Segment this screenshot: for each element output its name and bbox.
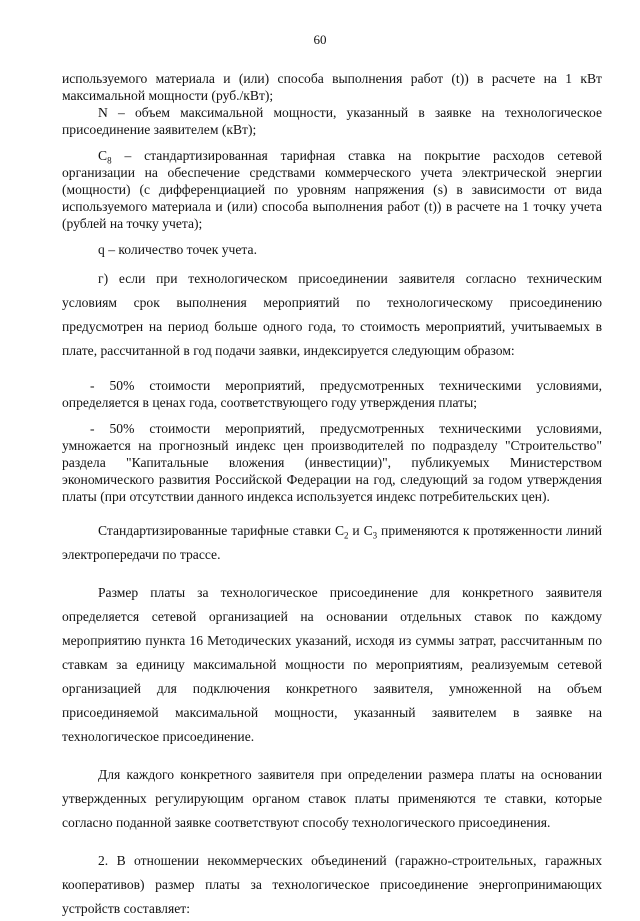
list-item: - 50% стоимости мероприятий, предусмотренных техническими условиями, определяется в ценах года, соответствующего году утверждения платы; [62, 378, 602, 410]
paragraph: используемого материала и (или) способа выполнения работ (t)) в расчете на 1 кВт максимальной мощности (руб./кВт); [62, 71, 602, 103]
paragraph-text: Стандартизированные тарифные ставки C [98, 523, 345, 538]
paragraph-text: применяются к протяженности линий электропередачи по трассе. [62, 523, 602, 562]
paragraph-text: и C [348, 523, 373, 538]
document-body [62, 70, 602, 921]
paragraph [62, 519, 602, 567]
formula-subscript: 8 [107, 155, 112, 166]
list-item: - 50% стоимости мероприятий, предусмотренных техническими условиями, умножается на прогнозный индекс цен производителей по подразделу "Строительство" раздела "Капитальные вложения (инвестиции)", публикуемых Министерством экономического развития Российской Федерации на год, следующий за годом утверждения платы (при отсутствии данного индекса используется индекс потребительских цен). [62, 421, 602, 504]
paragraph: 2. В отношении некоммерческих объединений (гаражно-строительных, гаражных кооперативов) размер платы за технологическое присоединение энергопринимающих устройств составляет: [62, 853, 602, 916]
formula-subscript: 3 [372, 530, 378, 541]
formula-subscript: 2 [344, 530, 349, 541]
paragraph-text: – стандартизированная тарифная ставка на покрытие расходов сетевой организации на обеспечение средствами коммерческого учета электрической энергии (мощности) (с дифференциацией по уровням напряжения (s) в зависимости от вида используемого материала и (или) способа выполнения работ (t)) в расчете на 1 точку учета (рублей на точку учета); [62, 148, 602, 231]
paragraph: Для каждого конкретного заявителя при определении размера платы на основании утвержденных регулирующим органом ставок платы применяются те ставки, которые согласно поданной заявке соответствуют способу технологического присоединения. [62, 767, 602, 830]
paragraph: N – объем максимальной мощности, указанный в заявке на технологическое присоединение заявителем (кВт); [62, 105, 602, 137]
page-number: 60 [313, 32, 327, 47]
paragraph: г) если при технологическом присоединении заявителя согласно техническим условиям срок выполнения мероприятий по технологическому присоединению предусмотрен на период больше одного года, то стоимость мероприятий, учитываемых в плате, рассчитанной в год подачи заявки, индексируется следующим образом: [62, 271, 602, 358]
paragraph: q – количество точек учета. [98, 242, 257, 257]
formula-symbol: C [98, 148, 108, 163]
paragraph [62, 147, 602, 232]
paragraph: Размер платы за технологическое присоединение для конкретного заявителя определяется сетевой организацией на основании отдельных ставок по каждому мероприятию пункта 16 Методических указаний, исходя из суммы затрат, рассчитанным по ставкам за единицу максимальной мощности по мероприятиям, реализуемым сетевой организацией для подключения конкретного заявителя, умноженной на объем присоединяемой максимальной мощности, указанный заявителем в заявке на технологическое присоединение. [62, 585, 602, 744]
